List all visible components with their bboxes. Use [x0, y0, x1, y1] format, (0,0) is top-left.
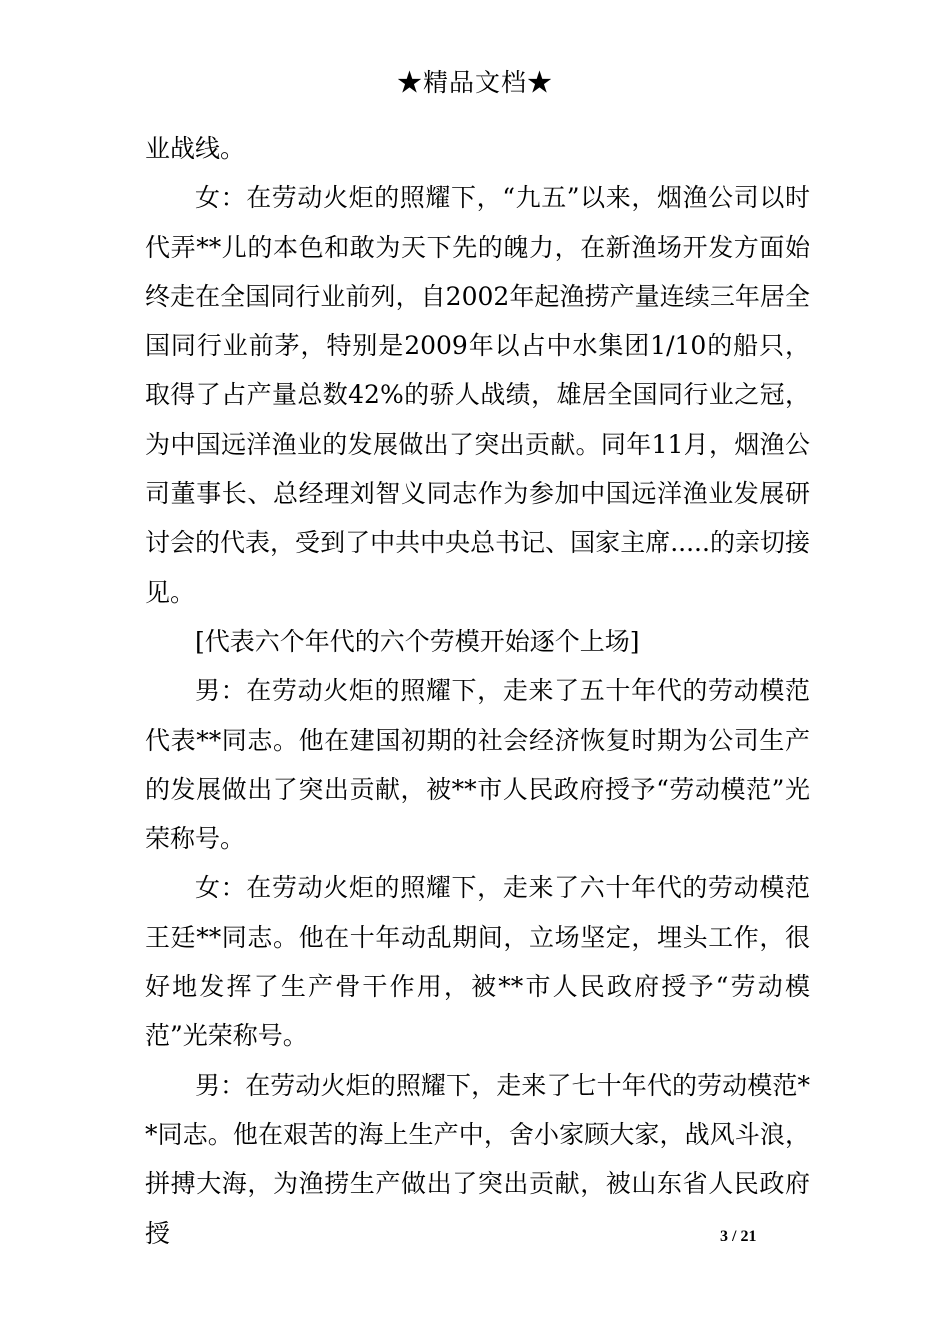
paragraph-3: [代表六个年代的六个劳模开始逐个上场] — [195, 626, 640, 656]
paragraph-4: 男：在劳动火炬的照耀下，走来了五十年代的劳动模范代表**同志。他在建国初期的社会经济恢复时期为公司生产的发展做出了突出贡献，被**市人民政府授予“劳动模范”光荣称号。 — [145, 676, 810, 854]
page-header-title: ★精品文档★ — [396, 68, 553, 97]
paragraph-2: 女：在劳动火炬的照耀下，“九五”以来，烟渔公司以时代弄**儿的本色和敢为天下先的魄力，在新渔场开发方面始终走在全国同行业前列，自2002年起渔捞产量连续三年居全国同行业前茅，特别是2009年以占中水集团1/10的船只，取得了占产量总数42%的骄人战绩，雄居全国同行业之冠，为中国远洋渔业的发展做出了突出贡献。同年11月，烟渔公司董事长、总经理刘智义同志作为参加中国远洋渔业发展研讨会的代表，受到了中共中央总书记、国家主席.....的亲切接见。 — [145, 183, 810, 607]
paragraph-1: 业战线。 — [145, 134, 246, 163]
document-body — [145, 124, 810, 1258]
paragraph-6: 男：在劳动火炬的照耀下，走来了七十年代的劳动模范**同志。他在艰苦的海上生产中，舍小家顾大家，战风斗浪，拼搏大海，为渔捞生产做出了突出贡献，被山东省人民政府授 — [145, 1070, 810, 1248]
paragraph-5: 女：在劳动火炬的照耀下，走来了六十年代的劳动模范王廷**同志。他在十年动乱期间，立场坚定，埋头工作，很好地发挥了生产骨干作用，被**市人民政府授予“劳动模范”光荣称号。 — [145, 873, 810, 1051]
page-number: 3 / 21 — [720, 1228, 757, 1245]
